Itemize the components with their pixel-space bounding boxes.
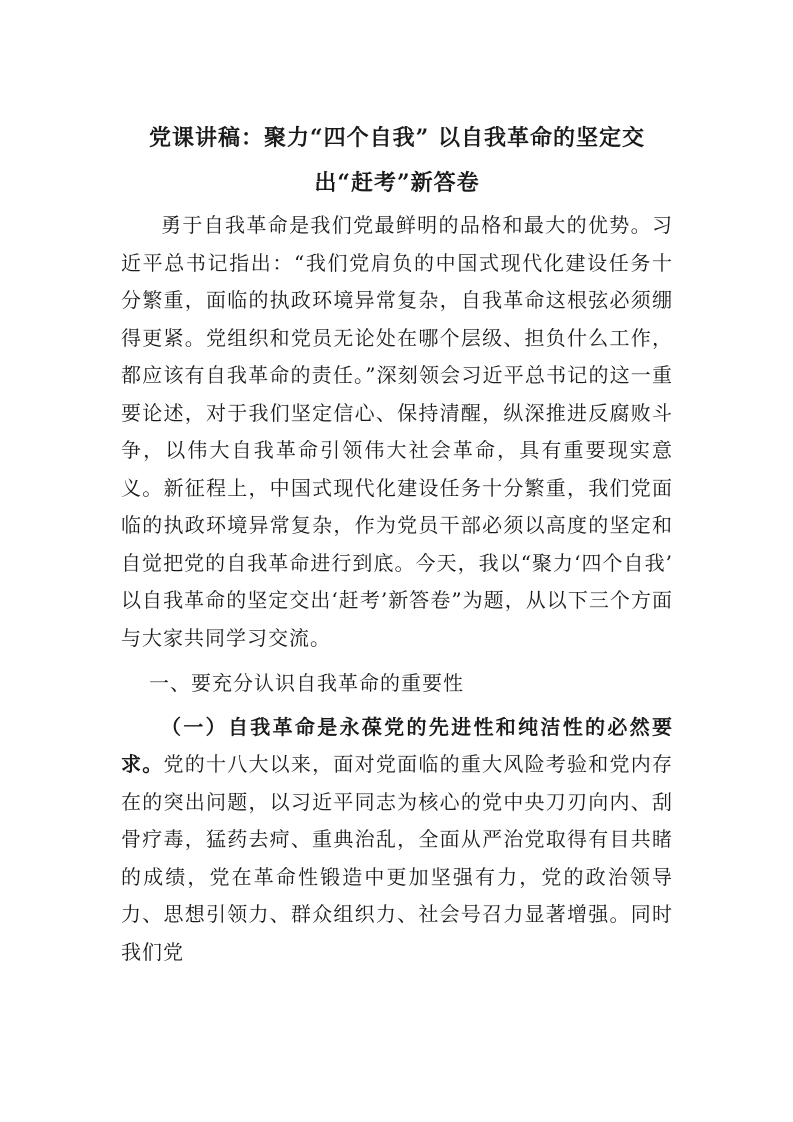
section-heading: 一、要充分认识自我革命的重要性: [149, 671, 464, 695]
intro-paragraph: 勇于自我革命是我们党最鲜明的品格和最大的优势。习近平总书记指出：“我们党肩负的中国式现代化建设任务十分繁重，面临的执政环境异常复杂，自我革命这根弦必须绷得更紧。党组织和党员无论处在哪个层级、担负什么工作，都应该有自我革命的责任。”深刻领会习近平总书记的这一重要论述，对于我们坚定信心、保持清醒，纵深推进反腐败斗争，以伟大自我革命引领伟大社会革命，具有重要现实意义。新征程上，中国式现代化建设任务十分繁重，我们党面临的执政环境异常复杂，作为党员干部必须以高度的坚定和自觉把党的自我革命进行到底。今天，我以“聚力‘四个自我’ 以自我革命的坚定交出‘赶考’新答卷”为题，从以下三个方面与大家共同学习交流。: [121, 213, 673, 650]
subsection-paragraph: [121, 709, 673, 972]
subsection-lead: （一）自我革命是永葆党的先进性和纯洁性的必然要求。: [121, 714, 673, 776]
document-body: [121, 116, 673, 971]
document-title: 党课讲稿：聚力“四个自我” 以自我革命的坚定交出“赶考”新答卷: [149, 125, 645, 196]
subsection-body: 党的十八大以来，面对党面临的重大风险考验和党内存在的突出问题，以习近平同志为核心的党中央刀刃向内、刮骨疗毒，猛药去疴、重典治乱，全面从严治党取得有目共睹的成绩，党在革命性锻造中更加坚强有力，党的政治领导力、思想引领力、群众组织力、社会号召力显著增强。同时我们党: [121, 752, 674, 964]
